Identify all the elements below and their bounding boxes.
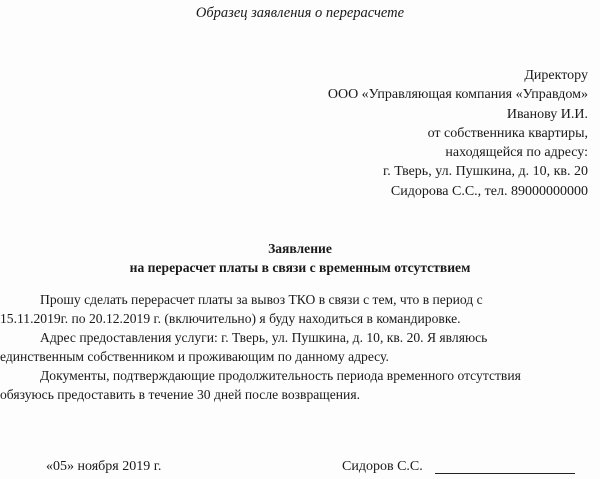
- addressee-line: Сидорова С.С., тел. 89000000000: [390, 183, 588, 199]
- signature-line: [435, 473, 575, 474]
- title-line-2: на перерасчет платы в связи с временным отсутствием: [129, 260, 471, 275]
- body-line: Прошу сделать перерасчет платы за вывоз ТКО в связи с тем, что в период с: [40, 292, 483, 307]
- application-title: [0, 239, 600, 277]
- addressee-line: Директору: [524, 68, 588, 83]
- addressee-block: [228, 66, 588, 201]
- body-line: обязуюсь предоставить в течение 30 дней после возвращения.: [0, 387, 360, 402]
- signature-name: Сидоров С.С.: [342, 459, 423, 474]
- addressee-line: г. Тверь, ул. Пушкина, д. 10, кв. 20: [383, 164, 588, 180]
- addressee-line: ООО «Управляющая компания «Управдом»: [327, 87, 588, 103]
- paragraph-2: [0, 328, 588, 366]
- addressee-line: от собственника квартиры,: [427, 125, 588, 141]
- body-line: Адрес предоставления услуги: г. Тверь, ул. Пушкина, д. 10, кв. 20. Я являюсь: [40, 330, 488, 345]
- title-line-1: Заявление: [268, 241, 332, 256]
- body-line: Документы, подтверждающие продолжительность периода временного отсутствия: [40, 368, 521, 383]
- addressee-line: находящейся по адресу:: [445, 145, 588, 161]
- body-line: 15.11.2019г. по 20.12.2019 г. (включительно) я буду находиться в командировке.: [0, 311, 461, 326]
- addressee-line: Иванову И.И.: [506, 106, 588, 122]
- signature-date: «05» ноября 2019 г.: [46, 459, 162, 474]
- paragraph-3: [0, 366, 588, 404]
- paragraph-1: [0, 290, 588, 328]
- application-body: [0, 290, 588, 404]
- body-line: единственным собственником и проживающим по данному адресу.: [0, 349, 389, 364]
- document-heading: Образец заявления о перерасчете: [195, 5, 405, 21]
